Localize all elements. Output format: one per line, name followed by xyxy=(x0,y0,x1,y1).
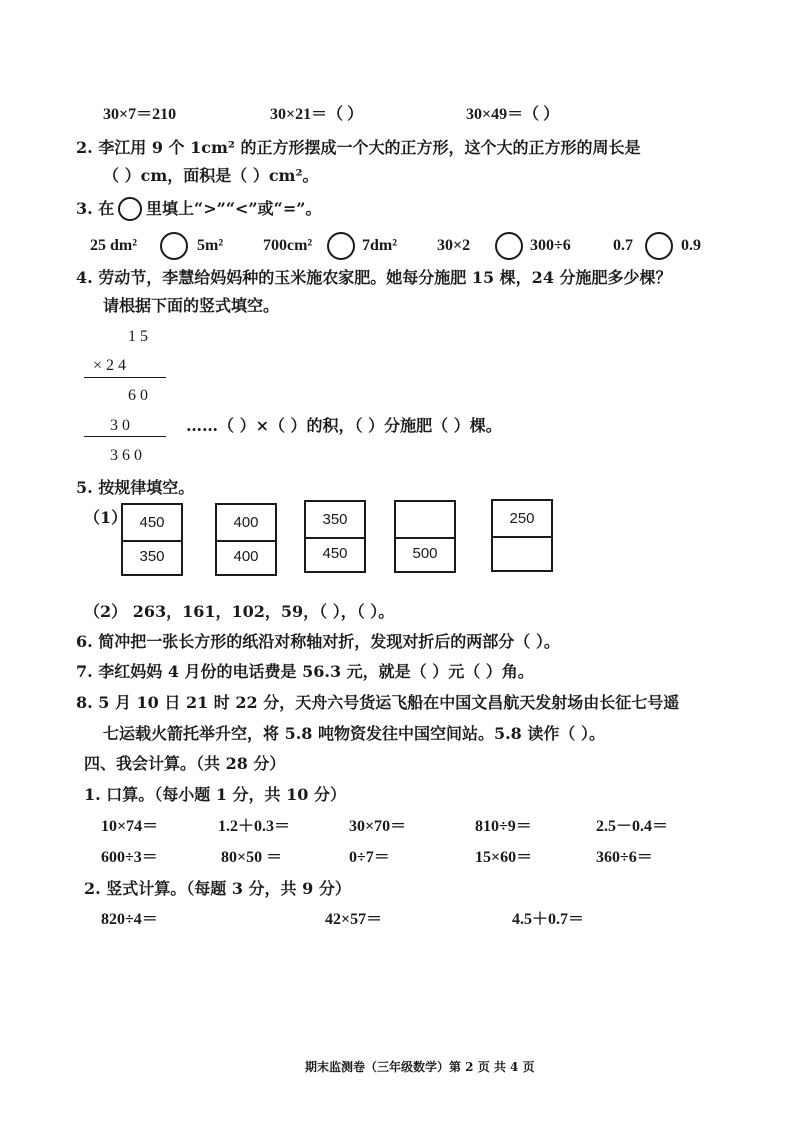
compare-right-1: 5m² xyxy=(197,237,224,254)
vertical-row-3: 6 0 xyxy=(128,387,148,404)
oral-calc-3: 30×70＝ xyxy=(349,818,407,835)
oral-calc-4: 810÷9＝ xyxy=(475,818,532,835)
vertical-calc-2: 42×57＝ xyxy=(325,911,383,928)
q4-line1: 4. 劳动节，李慧给妈妈种的玉米施农家肥。她每分施肥 15 棵，24 分施肥多少棵？ xyxy=(76,268,672,287)
q4-line2: 请根据下面的竖式填空。 xyxy=(103,296,280,315)
compare-left-4: 0.7 xyxy=(613,237,633,254)
q5-part1-label: （1） xyxy=(84,508,128,527)
oral-calc-8: 0÷7＝ xyxy=(349,849,390,866)
oral-calc-2: 1.2＋0.3＝ xyxy=(218,818,291,835)
vertical-calc-3: 4.5＋0.7＝ xyxy=(512,911,585,928)
pattern-box-2-top: 400 xyxy=(217,505,275,542)
compare-right-3: 300÷6 xyxy=(530,237,571,254)
pattern-box-1 xyxy=(121,503,183,576)
page-footer: 期末监测卷（三年级数学）第 2 页 共 4 页 xyxy=(305,1060,535,1074)
vertical-row-5: 3 6 0 xyxy=(110,447,142,464)
pattern-box-4-bottom: 500 xyxy=(412,545,438,563)
oral-calc-5: 2.5－0.4＝ xyxy=(596,818,669,835)
problem-30x21: 30×21＝（ ） xyxy=(270,106,364,123)
pattern-box-5-bottom xyxy=(493,536,551,571)
q4-fill-sentence: ……（ ）×（ ）的积，（ ）分施肥（ ）棵。 xyxy=(186,416,502,435)
q8-line2: 七运载火箭托举升空，将 5.8 吨物资发往中国空间站。5.8 读作（ ）。 xyxy=(103,724,605,743)
q2-line2: （ ）cm，面积是（ ）cm²。 xyxy=(103,166,319,185)
pattern-box-4 xyxy=(394,500,456,573)
oral-calc-9: 15×60＝ xyxy=(475,849,533,866)
compare-circle-icon xyxy=(160,232,188,260)
compare-right-4: 0.9 xyxy=(681,237,701,254)
pattern-box-2 xyxy=(215,503,277,576)
vertical-calc-1: 820÷4＝ xyxy=(101,911,158,928)
oral-calc-7: 80×50 ＝ xyxy=(221,849,283,866)
pattern-box-3-bottom: 450 xyxy=(322,545,348,563)
q6: 6. 简冲把一张长方形的纸沿对称轴对折，发现对折后的两部分（ ）。 xyxy=(76,632,560,651)
q3-prefix: 3. 在 xyxy=(76,199,115,218)
problem-30x7: 30×7＝210 xyxy=(103,106,177,123)
pattern-box-5-top: 250 xyxy=(493,501,551,538)
q2-line1: 2. 李江用 9 个 1cm² 的正方形摆成一个大的正方形，这个大的正方形的周长是 xyxy=(76,138,641,157)
compare-right-2: 7dm² xyxy=(362,237,398,254)
q3-suffix: 里填上“>”“<”或“=”。 xyxy=(146,199,322,218)
pattern-box-2-bottom: 400 xyxy=(233,548,259,566)
pattern-box-1-bottom: 350 xyxy=(139,548,165,566)
vertical-row-2: × 2 4 xyxy=(93,357,127,374)
pattern-box-4-top xyxy=(396,502,454,539)
vertical-row-1: 1 5 xyxy=(128,328,148,345)
oral-calc-6: 600÷3＝ xyxy=(101,849,158,866)
q5-part2: （2） 263，161，102，59，（ ），（ ）。 xyxy=(84,602,395,621)
pattern-box-3 xyxy=(304,500,366,573)
q7: 7. 李红妈妈 4 月份的电话费是 56.3 元，就是（ ）元（ ）角。 xyxy=(76,662,534,681)
vertical-divider-1 xyxy=(84,377,166,378)
vertical-divider-2 xyxy=(84,436,166,437)
vertical-row-4: 3 0 xyxy=(110,417,130,434)
compare-circle-icon xyxy=(327,232,355,260)
pattern-box-1-top: 450 xyxy=(123,505,181,542)
compare-circle-icon xyxy=(495,232,523,260)
compare-left-3: 30×2 xyxy=(437,237,471,254)
pattern-box-3-top: 350 xyxy=(306,502,364,539)
compare-left-2: 700cm² xyxy=(263,237,313,254)
pattern-box-5 xyxy=(491,499,553,572)
compare-circle-icon xyxy=(118,197,142,221)
q5-title: 5. 按规律填空。 xyxy=(76,478,195,497)
compare-left-1: 25 dm² xyxy=(90,237,138,254)
section4-heading: 四、我会计算。（共 28 分） xyxy=(84,754,286,773)
s4q1-title: 1. 口算。（每小题 1 分，共 10 分） xyxy=(84,785,346,804)
q8-line1: 8. 5 月 10 日 21 时 22 分，天舟六号货运飞船在中国文昌航天发射场由长征七号遥 xyxy=(76,693,680,712)
compare-circle-icon xyxy=(645,232,673,260)
oral-calc-10: 360÷6＝ xyxy=(596,849,653,866)
problem-30x49: 30×49＝（ ） xyxy=(466,106,560,123)
oral-calc-1: 10×74＝ xyxy=(101,818,159,835)
s4q2-title: 2. 竖式计算。（每题 3 分，共 9 分） xyxy=(84,879,351,898)
